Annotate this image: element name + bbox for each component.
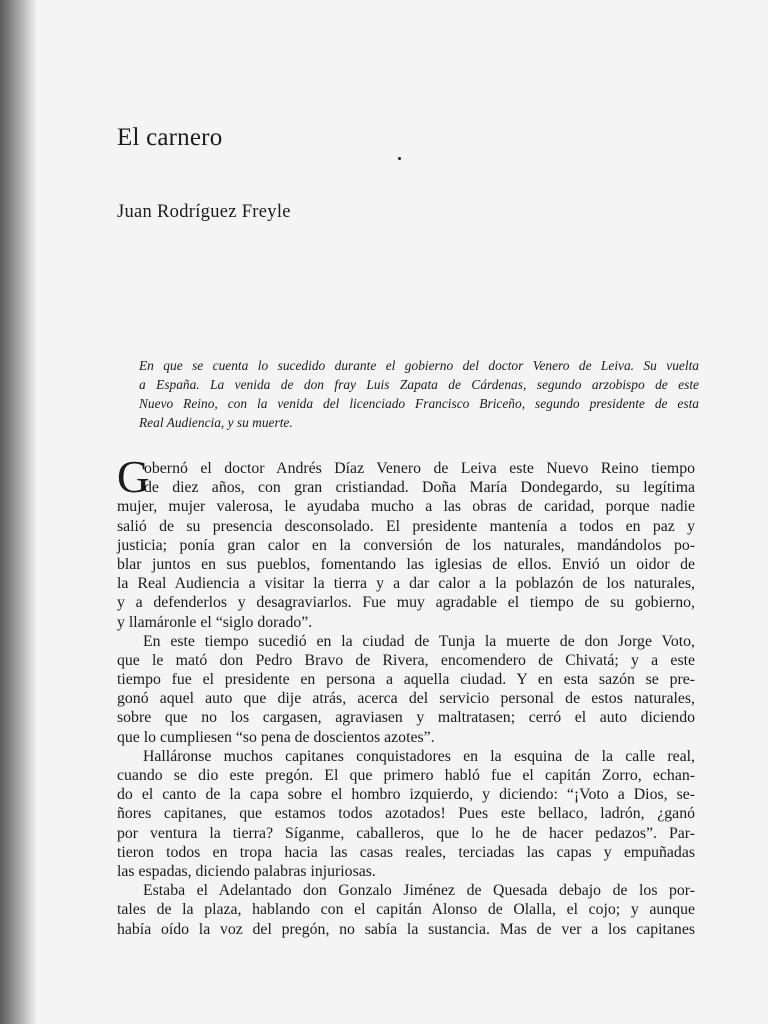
body-paragraph <box>117 632 695 747</box>
body-line: tales de la plaza, hablando con el capitán Alonso de Olalla, el cojo; y aunque <box>117 901 695 919</box>
body-line: salió de su presencia desconsolado. El presidente mantenía a todos en paz y <box>117 517 695 535</box>
body-line: tieron todos en tropa hacia las casas reales, terciadas las capas y empuñadas <box>117 843 695 861</box>
chapter-title: El carnero <box>117 124 223 151</box>
body-paragraph <box>117 881 695 939</box>
body-line: que le mató don Pedro Bravo de Rivera, encomendero de Chivatá; y a este <box>117 651 695 669</box>
body-line: En este tiempo sucedió en la ciudad de Tunja la muerte de don Jorge Voto, <box>143 632 695 650</box>
body-line: y a defenderlos y desagraviarlos. Fue muy agradable el tiempo de su gobierno, <box>117 594 695 612</box>
body-line: Halláronse muchos capitanes conquistadores en la esquina de la calle real, <box>143 747 695 765</box>
scan-page-edge-shadow <box>0 0 36 1024</box>
body-line: las espadas, diciendo palabras injuriosas. <box>117 862 376 880</box>
chapter-summary <box>139 356 699 432</box>
body-line: por ventura la tierra? Síganme, caballeros, que lo he de hacer pedazos”. Par- <box>117 824 695 842</box>
body-line: do el canto de la capa sobre el hombro izquierdo, y diciendo: “¡Voto a Dios, se- <box>117 786 695 804</box>
drop-cap: G <box>117 452 150 502</box>
body-line: la Real Audiencia a visitar la tierra y a dar calor a la poblazón de los naturales, <box>117 575 695 593</box>
chapter-author: Juan Rodríguez Freyle <box>117 202 291 222</box>
summary-line: Nuevo Reino, con la venida del licenciado Francisco Briceño, segundo presidente de esta <box>139 396 699 411</box>
body-line: de diez años, con gran cristiandad. Doña María Dondegardo, su legítima <box>144 479 695 497</box>
body-line: que lo cumpliesen “so pena de doscientos azotes”. <box>117 728 435 746</box>
chapter-body <box>117 452 695 939</box>
body-line: y llamáronle el “siglo dorado”. <box>117 613 313 631</box>
body-line: obernó el doctor Andrés Díaz Venero de Leiva este Nuevo Reino tiempo <box>144 460 695 477</box>
scan-speck <box>398 157 401 160</box>
body-line: sobre que no los cargasen, agraviasen y maltratasen; cerró el auto diciendo <box>117 709 695 727</box>
body-line: justicia; ponía gran calor en la conversión de los naturales, mandándolos po- <box>117 536 695 554</box>
body-line: Estaba el Adelantado don Gonzalo Jiménez de Quesada debajo de los por- <box>143 882 695 900</box>
body-line: mujer, mujer valerosa, le ayudaba mucho a las obras de caridad, porque nadie <box>117 498 695 516</box>
body-line: ñores capitanes, que estamos todos azotados! Pues este bellaco, ladrón, ¿ganó <box>117 805 695 823</box>
summary-line: Real Audiencia, y su muerte. <box>139 415 293 430</box>
body-line: tiempo fue el presidente en persona a aquella ciudad. Y en esta sazón se pre- <box>117 671 695 689</box>
body-paragraph <box>117 452 695 632</box>
body-paragraph <box>117 747 695 881</box>
body-line: gonó aquel auto que dije atrás, acerca del servicio personal de estos naturales, <box>117 690 695 708</box>
body-line: cuando se dio este pregón. El que primero habló fue el capitán Zorro, echan- <box>117 767 695 784</box>
body-line: blar juntos en sus pueblos, fomentando las iglesias de ellos. Envió un oidor de <box>117 555 695 573</box>
summary-line: En que se cuenta lo sucedido durante el gobierno del doctor Venero de Leiva. Su vuelta <box>139 358 699 373</box>
body-line: había oído la voz del pregón, no sabía la sustancia. Mas de ver a los capitanes <box>117 920 695 938</box>
summary-line: a España. La venida de don fray Luis Zapata de Cárdenas, segundo arzobispo de este <box>139 377 699 392</box>
